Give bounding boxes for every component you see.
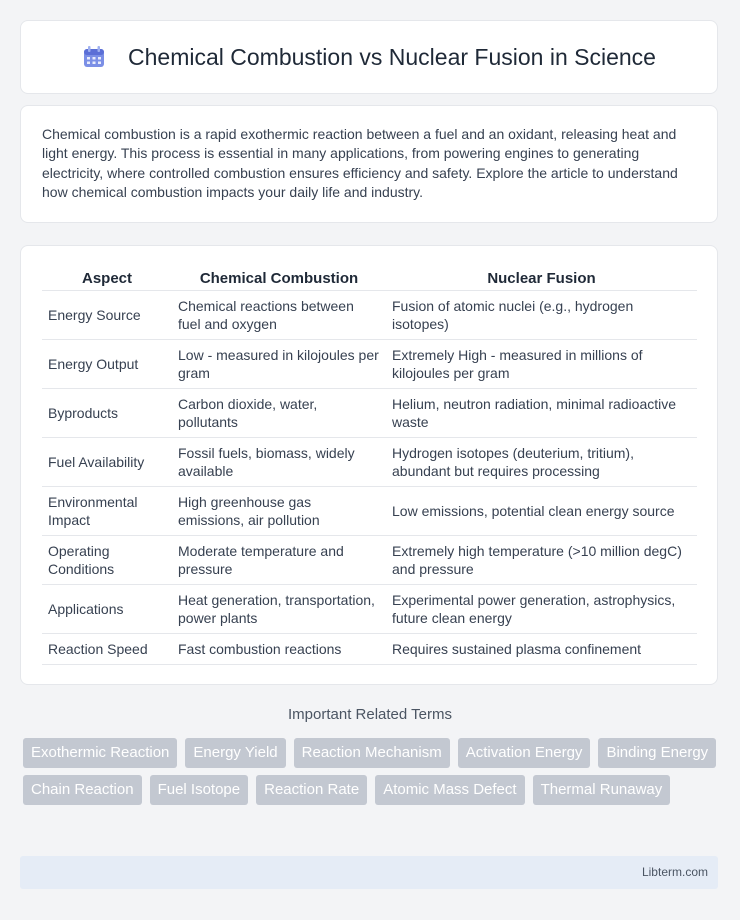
footer-site-link[interactable]: Libterm.com xyxy=(641,865,708,879)
term-tag[interactable]: Thermal Runaway xyxy=(533,775,671,805)
cell-fusion: Requires sustained plasma confinement xyxy=(386,634,697,665)
cell-aspect: Energy Source xyxy=(42,291,172,340)
term-tag[interactable]: Energy Yield xyxy=(185,738,285,768)
header-aspect: Aspect xyxy=(42,266,172,291)
related-terms-list xyxy=(23,738,723,805)
term-tag[interactable]: Binding Energy xyxy=(598,738,716,768)
calendar-icon xyxy=(82,45,106,69)
cell-aspect: Environmental Impact xyxy=(42,487,172,536)
term-tag[interactable]: Exothermic Reaction xyxy=(23,738,177,768)
table-row xyxy=(42,340,697,389)
cell-fusion: Helium, neutron radiation, minimal radioactive waste xyxy=(386,389,697,438)
cell-aspect: Applications xyxy=(42,585,172,634)
cell-combustion: High greenhouse gas emissions, air pollution xyxy=(172,487,386,536)
cell-combustion: Fast combustion reactions xyxy=(172,634,386,665)
related-terms-title: Important Related Terms xyxy=(288,706,452,723)
cell-combustion: Low - measured in kilojoules per gram xyxy=(172,340,386,389)
cell-fusion: Low emissions, potential clean energy source xyxy=(386,487,697,536)
cell-aspect: Reaction Speed xyxy=(42,634,172,665)
table-row xyxy=(42,634,697,665)
term-tag[interactable]: Fuel Isotope xyxy=(150,775,249,805)
cell-fusion: Experimental power generation, astrophysics, future clean energy xyxy=(386,585,697,634)
term-tag[interactable]: Reaction Rate xyxy=(256,775,367,805)
term-tag[interactable]: Activation Energy xyxy=(458,738,591,768)
term-tag[interactable]: Atomic Mass Defect xyxy=(375,775,524,805)
intro-text: Chemical combustion is a rapid exothermic reaction between a fuel and an oxidant, releasing heat and light energy. This process is essential in many applications, from powering engines to generating electricity, where controlled combustion ensures efficiency and safety. Explore the article to understand how chemical combustion impacts your daily life and industry. xyxy=(42,126,678,200)
cell-combustion: Fossil fuels, biomass, widely available xyxy=(172,438,386,487)
comparison-table xyxy=(42,266,697,665)
table-header-row xyxy=(42,266,697,291)
header-chemical-combustion: Chemical Combustion xyxy=(172,266,386,291)
page-title: Chemical Combustion vs Nuclear Fusion in Science xyxy=(128,43,656,70)
term-tag[interactable]: Chain Reaction xyxy=(23,775,142,805)
cell-fusion: Extremely High - measured in millions of kilojoules per gram xyxy=(386,340,697,389)
table-row xyxy=(42,438,697,487)
cell-aspect: Fuel Availability xyxy=(42,438,172,487)
footer xyxy=(20,856,718,889)
page-header xyxy=(20,20,718,94)
table-row xyxy=(42,389,697,438)
table-row xyxy=(42,585,697,634)
table-row xyxy=(42,536,697,585)
intro-card xyxy=(20,105,718,223)
table-row xyxy=(42,291,697,340)
cell-combustion: Moderate temperature and pressure xyxy=(172,536,386,585)
cell-fusion: Hydrogen isotopes (deuterium, tritium), abundant but requires processing xyxy=(386,438,697,487)
cell-combustion: Carbon dioxide, water, pollutants xyxy=(172,389,386,438)
cell-aspect: Byproducts xyxy=(42,389,172,438)
cell-aspect: Operating Conditions xyxy=(42,536,172,585)
term-tag[interactable]: Reaction Mechanism xyxy=(294,738,450,768)
cell-fusion: Extremely high temperature (>10 million degC) and pressure xyxy=(386,536,697,585)
cell-combustion: Heat generation, transportation, power plants xyxy=(172,585,386,634)
cell-fusion: Fusion of atomic nuclei (e.g., hydrogen isotopes) xyxy=(386,291,697,340)
cell-aspect: Energy Output xyxy=(42,340,172,389)
header-nuclear-fusion: Nuclear Fusion xyxy=(386,266,697,291)
table-row xyxy=(42,487,697,536)
cell-combustion: Chemical reactions between fuel and oxygen xyxy=(172,291,386,340)
comparison-card xyxy=(20,245,718,685)
